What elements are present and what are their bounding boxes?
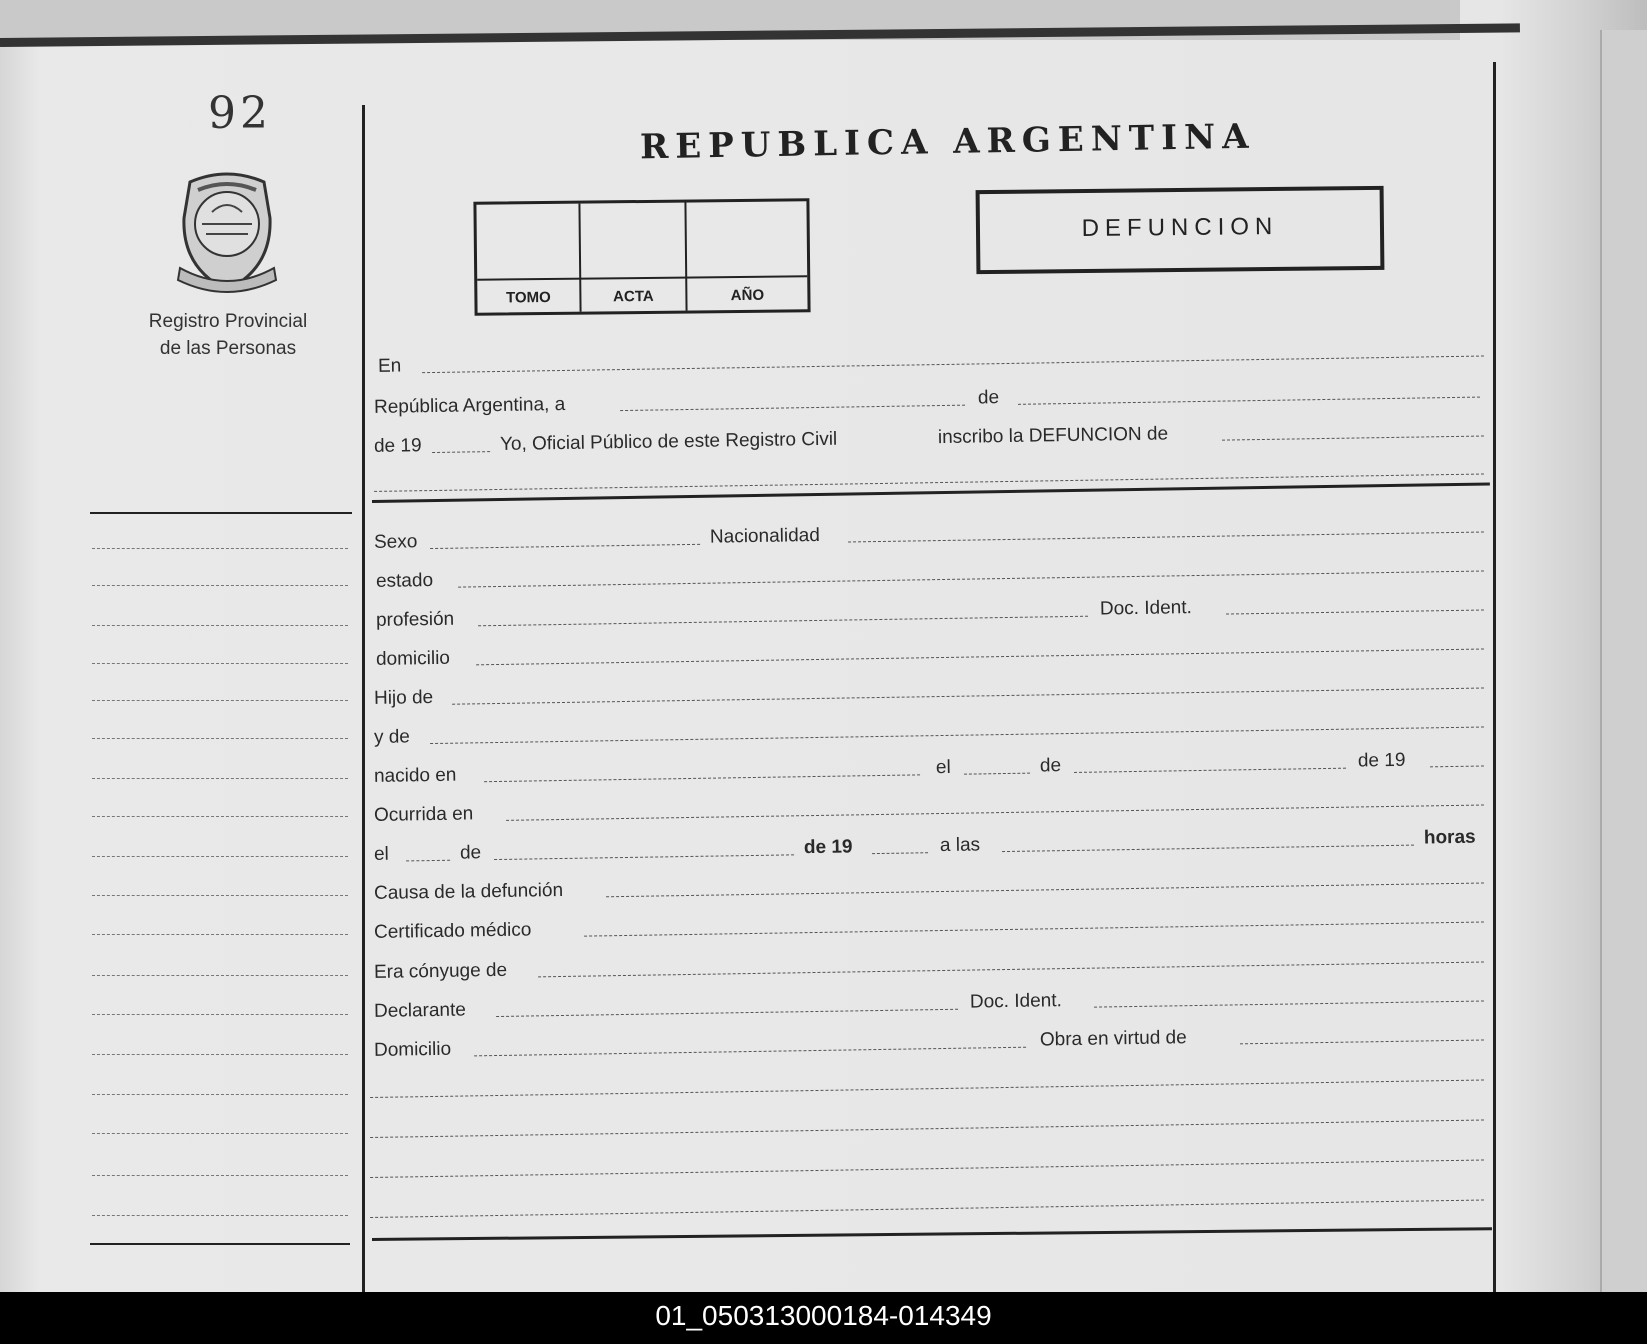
page-title: REPUBLICA ARGENTINA [639, 116, 1256, 168]
margin-line [92, 934, 348, 935]
row-fecha-hora [370, 822, 1488, 868]
field-estado[interactable] [458, 571, 1484, 588]
field-nacionalidad[interactable] [848, 532, 1484, 543]
label-yo: Yo, Oficial Público de este Registro Civil [499, 428, 838, 455]
image-caption: 01_050313000184-014349 [655, 1300, 992, 1331]
field-declarante[interactable] [496, 1009, 958, 1017]
label-declarante: Declarante [373, 999, 467, 1022]
row-en [370, 334, 1488, 380]
field-day[interactable] [620, 405, 965, 411]
label-estado: estado [375, 570, 434, 592]
label-inscribo: inscribo la DEFUNCION de [937, 423, 1169, 449]
tomo-label: TOMO [505, 288, 551, 307]
field-birth-year[interactable] [1430, 766, 1484, 768]
row-hijo-de [370, 666, 1488, 712]
registry-label [128, 308, 328, 362]
label-nacionalidad: Nacionalidad [709, 524, 820, 548]
label-profesion: profesión [375, 608, 455, 631]
margin-line [92, 663, 348, 664]
margin-line [92, 975, 348, 976]
margin-line [92, 816, 348, 817]
ano-cell [686, 201, 807, 310]
label-nacido-en: nacido en [373, 764, 457, 787]
field-birthplace[interactable] [484, 774, 920, 782]
right-border [1493, 62, 1496, 1292]
label-republica: República Argentina, a [373, 393, 566, 418]
margin-line [92, 548, 348, 549]
field-declarante-domicilio[interactable] [474, 1047, 1026, 1057]
row-republica [370, 375, 1488, 421]
field-birth-month[interactable] [1074, 768, 1346, 773]
field-death-place[interactable] [506, 805, 1484, 821]
field-death-day[interactable] [406, 860, 450, 862]
field-notes[interactable] [370, 1120, 1484, 1138]
field-doc-ident-2[interactable] [1094, 1001, 1484, 1008]
registry-line-2: de las Personas [159, 338, 297, 359]
label-en: En [377, 355, 402, 377]
label-ocurrida-en: Ocurrida en [373, 803, 474, 826]
label-doc-ident-2: Doc. Ident. [969, 990, 1062, 1013]
row-ocurrida [370, 783, 1488, 829]
label-de: de [1039, 755, 1062, 777]
form-bottom-rule [372, 1227, 1492, 1241]
margin-line [92, 1054, 348, 1055]
margin-top-rule [90, 512, 352, 514]
field-causa[interactable] [606, 883, 1484, 898]
margin-line [92, 585, 348, 586]
sheet-number: 92 [208, 88, 272, 139]
acta-cell [580, 203, 687, 312]
label-certificado: Certificado médico [373, 919, 532, 943]
field-sexo[interactable] [430, 544, 700, 549]
margin-line [92, 738, 348, 739]
margin-line [92, 1215, 348, 1216]
label-de19: de 19 [803, 836, 853, 859]
label-obra: Obra en virtud de [1039, 1027, 1187, 1051]
row-certificado [370, 900, 1488, 946]
label-conyuge: Era cónyuge de [373, 959, 508, 983]
field-father[interactable] [452, 688, 1484, 705]
row-extra-3 [370, 1138, 1488, 1184]
row-conyuge [370, 940, 1488, 986]
label-el: el [373, 843, 389, 865]
label-y-de: y de [373, 726, 411, 748]
row-domicilio-obra [370, 1018, 1488, 1064]
label-de: de [977, 387, 1000, 409]
label-el: el [935, 756, 951, 779]
tomo-cell [476, 204, 581, 313]
field-hour[interactable] [1002, 845, 1414, 852]
margin-line [92, 1133, 348, 1134]
margin-line [92, 1014, 348, 1015]
ano-label: AÑO [730, 286, 765, 305]
label-a-las: a las [939, 834, 981, 857]
margin-line [92, 895, 348, 896]
label-de19: de 19 [1357, 749, 1406, 772]
field-doc-ident[interactable] [1226, 610, 1484, 615]
row-sexo [370, 510, 1488, 556]
field-year[interactable] [432, 451, 490, 453]
row-extra-1 [370, 1058, 1488, 1104]
field-deceased[interactable] [1222, 436, 1484, 441]
margin-line [92, 700, 348, 701]
label-doc-ident: Doc. Ident. [1099, 597, 1192, 620]
row-profesion [370, 588, 1488, 634]
label-horas: horas [1423, 826, 1476, 849]
margin-line [92, 778, 348, 779]
field-domicilio[interactable] [476, 649, 1484, 666]
margin-line [92, 1175, 348, 1176]
provincial-seal-icon [172, 168, 282, 296]
field-death-month[interactable] [494, 854, 794, 860]
adjacent-page-edge [1600, 30, 1647, 1292]
margin-bottom-rule [90, 1243, 350, 1245]
row-nacido [370, 744, 1488, 790]
label-domicilio-lower: domicilio [375, 647, 451, 670]
field-certificado[interactable] [584, 922, 1484, 937]
margin-line [92, 1094, 348, 1095]
field-notes[interactable] [370, 1160, 1484, 1178]
margin-line [92, 856, 348, 857]
field-conyuge[interactable] [538, 962, 1484, 978]
row-estado [370, 549, 1488, 595]
label-hijo-de: Hijo de [373, 687, 434, 709]
field-birth-day[interactable] [964, 773, 1030, 775]
label-domicilio: Domicilio [373, 1038, 452, 1061]
registration-box [473, 198, 810, 316]
registry-line-1: Registro Provincial [148, 311, 308, 332]
field-notes[interactable] [370, 1080, 1484, 1098]
row-declarante [370, 979, 1488, 1025]
label-de19: de 19 [373, 435, 422, 457]
row-extra-4 [370, 1178, 1488, 1224]
label-causa: Causa de la defunción [373, 879, 564, 904]
margin-line [92, 625, 348, 626]
field-month[interactable] [1018, 397, 1480, 405]
document-type-box [976, 186, 1385, 274]
field-en[interactable] [422, 356, 1484, 374]
left-divider [362, 105, 365, 1292]
label-sexo: Sexo [373, 531, 418, 553]
row-domicilio [370, 627, 1488, 673]
field-deceased-continued[interactable] [374, 474, 1484, 492]
field-obra[interactable] [1240, 1040, 1484, 1045]
field-notes[interactable] [370, 1200, 1484, 1218]
row-y-de [370, 705, 1488, 751]
document-type: DEFUNCION [1081, 212, 1279, 243]
row-causa [370, 861, 1488, 907]
field-profesion[interactable] [478, 616, 1088, 627]
field-mother[interactable] [430, 727, 1484, 745]
label-de: de [459, 842, 482, 864]
row-extra-2 [370, 1098, 1488, 1144]
field-death-year[interactable] [872, 852, 928, 854]
acta-label: ACTA [613, 287, 654, 306]
row-yo [370, 414, 1488, 460]
